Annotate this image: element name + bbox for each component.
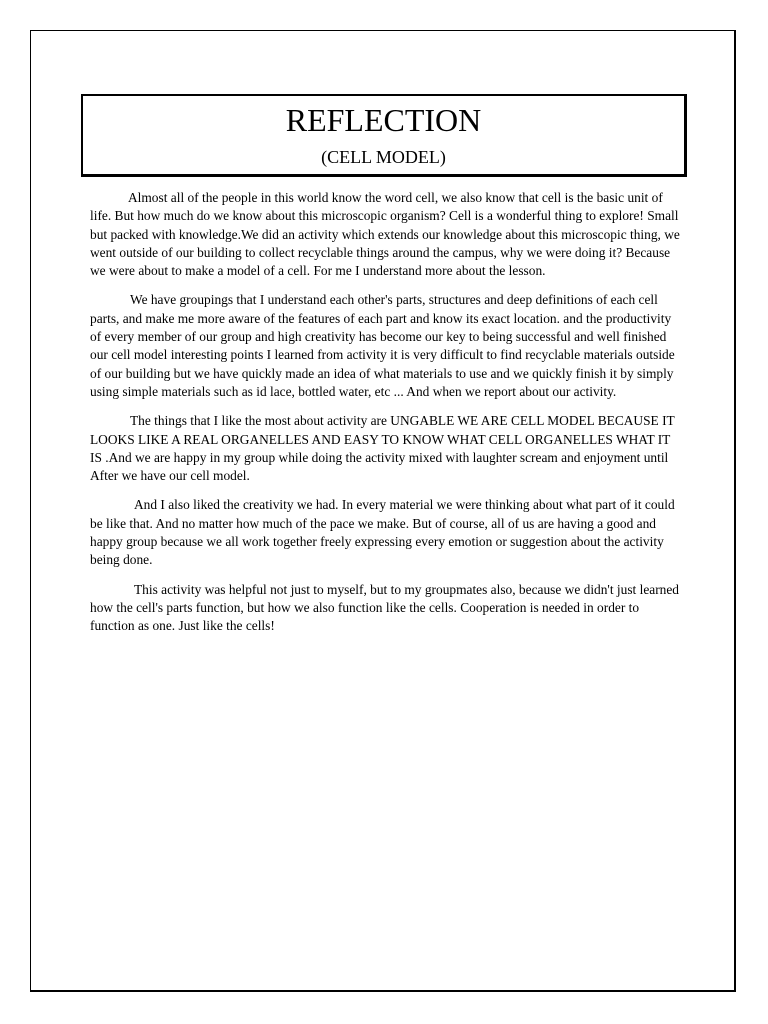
paragraph-likes: The things that I like the most about activity are UNGABLE WE ARE CELL MODEL BECAUSE IT LOOKS LIKE A REAL ORGANELLES AND EASY TO KNOW WHAT CELL ORGANELLES WHAT IT IS .And we are happy in my group while doing the activity mixed with laughter scream and enjoyment until After we have our cell model.: [90, 413, 675, 484]
paragraph-conclusion: This activity was helpful not just to myself, but to my groupmates also, because we didn't just learned how the cell's parts function, but how we also function like the cells. Cooperation is needed in order to function as one. Just like the cells!: [90, 581, 680, 634]
document-body: [90, 189, 682, 647]
title-box: [81, 94, 687, 177]
paragraph-groupings: We have groupings that I understand each other's parts, structures and deep definitions of each cell parts, and make me more aware of the features of each part and know its exact location. and the productivity of every member of our group and high creativity has become our key to being successful and well finished our cell model interesting points I learned from activity it is very difficult to find recyclable materials outside of our building but we have quickly made an idea of what materials to use and we quickly finish it by simply using simple materials such as id lace, bottled water, etc ... And when we report about our activity.: [90, 292, 675, 399]
paragraph-intro: Almost all of the people in this world know the word cell, we also know that cell is the basic unit of life. But how much do we know about this microscopic organism? Cell is a wonderful thing to explore! Small but packed with knowledge.We did an activity which extends our knowledge about this microscopic thing, we went outside of our building to collect recyclable things around the campus, why we were doing it? Because we were about to make a model of a cell. For me I understand more about the lesson.: [90, 190, 680, 279]
document-subtitle: (CELL MODEL): [321, 147, 446, 167]
paragraph-creativity: And I also liked the creativity we had. In every material we were thinking about what part of it could be like that. And no matter how much of the pace we make. But of course, all of us are having a good and happy group because we all work together freely expressing every emotion or suggestion about the activity being done.: [90, 497, 675, 568]
document-title: REFLECTION: [285, 102, 482, 138]
